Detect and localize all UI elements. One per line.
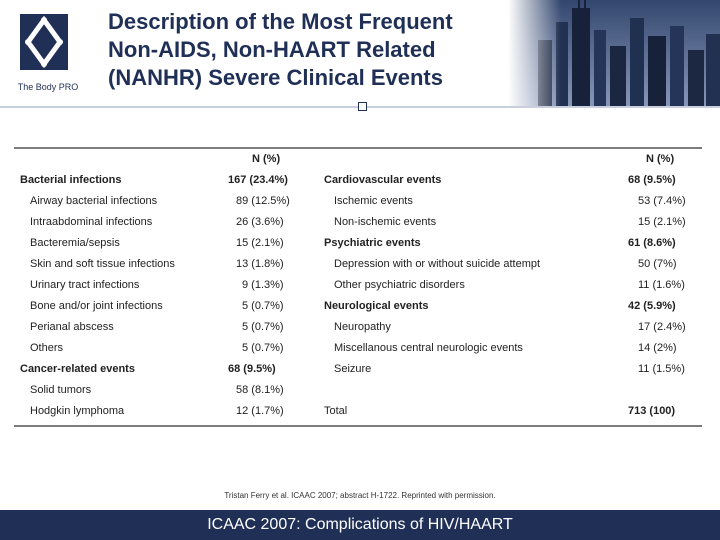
logo-icon bbox=[20, 14, 68, 70]
logo bbox=[8, 10, 88, 100]
left-value: 13 (1.8%) bbox=[236, 258, 284, 270]
slide-footer bbox=[0, 510, 720, 540]
right-value: 53 (7.4%) bbox=[638, 195, 686, 207]
right-value: 68 (9.5%) bbox=[628, 174, 676, 186]
left-value: 5 (0.7%) bbox=[242, 321, 284, 333]
table-row bbox=[14, 276, 702, 297]
city-skyline-image bbox=[508, 0, 720, 106]
total-value: 713 (100) bbox=[628, 405, 676, 417]
right-label: Non-ischemic events bbox=[334, 216, 437, 228]
left-label: Bacteremia/sepsis bbox=[30, 237, 120, 249]
left-value: 15 (2.1%) bbox=[236, 237, 284, 249]
left-label: Others bbox=[30, 342, 64, 354]
left-value: 58 (8.1%) bbox=[236, 384, 284, 396]
title-line-2: Non-AIDS, Non-HAART Related bbox=[108, 37, 436, 62]
left-value: 12 (1.7%) bbox=[236, 405, 284, 417]
left-value: 5 (0.7%) bbox=[242, 300, 284, 312]
right-label: Miscellanous central neurologic events bbox=[334, 342, 523, 354]
left-label: Solid tumors bbox=[30, 384, 92, 396]
right-value: 50 (7%) bbox=[638, 258, 677, 270]
right-value: 11 (1.6%) bbox=[638, 279, 685, 291]
table-row bbox=[14, 402, 702, 423]
left-label: Urinary tract infections bbox=[30, 279, 140, 291]
logo-text: The Body PRO bbox=[17, 82, 79, 92]
right-label: Neuropathy bbox=[334, 321, 391, 333]
title-line-3: (NANHR) Severe Clinical Events bbox=[108, 65, 443, 90]
right-label: Other psychiatric disorders bbox=[334, 279, 465, 291]
left-value: 9 (1.3%) bbox=[242, 279, 284, 291]
table-row bbox=[14, 381, 702, 402]
left-value: 167 (23.4%) bbox=[228, 174, 288, 186]
slide-header bbox=[0, 0, 720, 108]
total-label: Total bbox=[324, 405, 348, 417]
table-row bbox=[14, 255, 702, 276]
right-label: Neurological events bbox=[324, 300, 429, 312]
table-row bbox=[14, 234, 702, 255]
table-row bbox=[14, 339, 702, 360]
left-label: Skin and soft tissue infections bbox=[30, 258, 175, 270]
citation-text: Tristan Ferry et al. ICAAC 2007; abstract H-1722. Reprinted with permission. bbox=[224, 491, 496, 500]
left-value: 89 (12.5%) bbox=[236, 195, 290, 207]
left-label: Cancer-related events bbox=[20, 363, 135, 375]
right-value: 17 (2.4%) bbox=[638, 321, 686, 333]
table-row bbox=[14, 213, 702, 234]
right-label: Ischemic events bbox=[334, 195, 413, 207]
left-label: Hodgkin lymphoma bbox=[30, 405, 125, 417]
left-value: 26 (3.6%) bbox=[236, 216, 284, 228]
right-value: 14 (2%) bbox=[638, 342, 677, 354]
slide-title bbox=[108, 8, 518, 92]
left-label: Airway bacterial infections bbox=[30, 195, 158, 207]
table-row bbox=[14, 171, 702, 192]
footer-title: ICAAC 2007: Complications of HIV/HAART bbox=[207, 516, 513, 533]
table-row bbox=[14, 192, 702, 213]
square-bullet-icon bbox=[358, 102, 367, 111]
column-header-n-percent-right: N (%) bbox=[646, 153, 675, 165]
right-label: Depression with or without suicide attempt bbox=[334, 258, 541, 270]
events-table bbox=[14, 147, 702, 427]
left-value: 68 (9.5%) bbox=[228, 363, 276, 375]
left-label: Perianal abscess bbox=[30, 321, 114, 333]
right-value: 42 (5.9%) bbox=[628, 300, 676, 312]
left-label: Bacterial infections bbox=[20, 174, 122, 186]
right-value: 61 (8.6%) bbox=[628, 237, 676, 249]
table-row bbox=[14, 318, 702, 339]
title-line-1: Description of the Most Frequent bbox=[108, 9, 453, 34]
table-bottom-rule bbox=[14, 425, 702, 427]
column-header-n-percent-left: N (%) bbox=[252, 153, 281, 165]
table-row bbox=[14, 297, 702, 318]
table-row bbox=[14, 360, 702, 381]
left-value: 5 (0.7%) bbox=[242, 342, 284, 354]
right-label: Psychiatric events bbox=[324, 237, 421, 249]
right-label: Seizure bbox=[334, 363, 372, 375]
left-label: Bone and/or joint infections bbox=[30, 300, 163, 312]
table-top-rule bbox=[14, 147, 702, 149]
right-value: 15 (2.1%) bbox=[638, 216, 686, 228]
left-label: Intraabdominal infections bbox=[30, 216, 153, 228]
right-label: Cardiovascular events bbox=[324, 174, 442, 186]
right-value: 11 (1.5%) bbox=[638, 363, 685, 375]
